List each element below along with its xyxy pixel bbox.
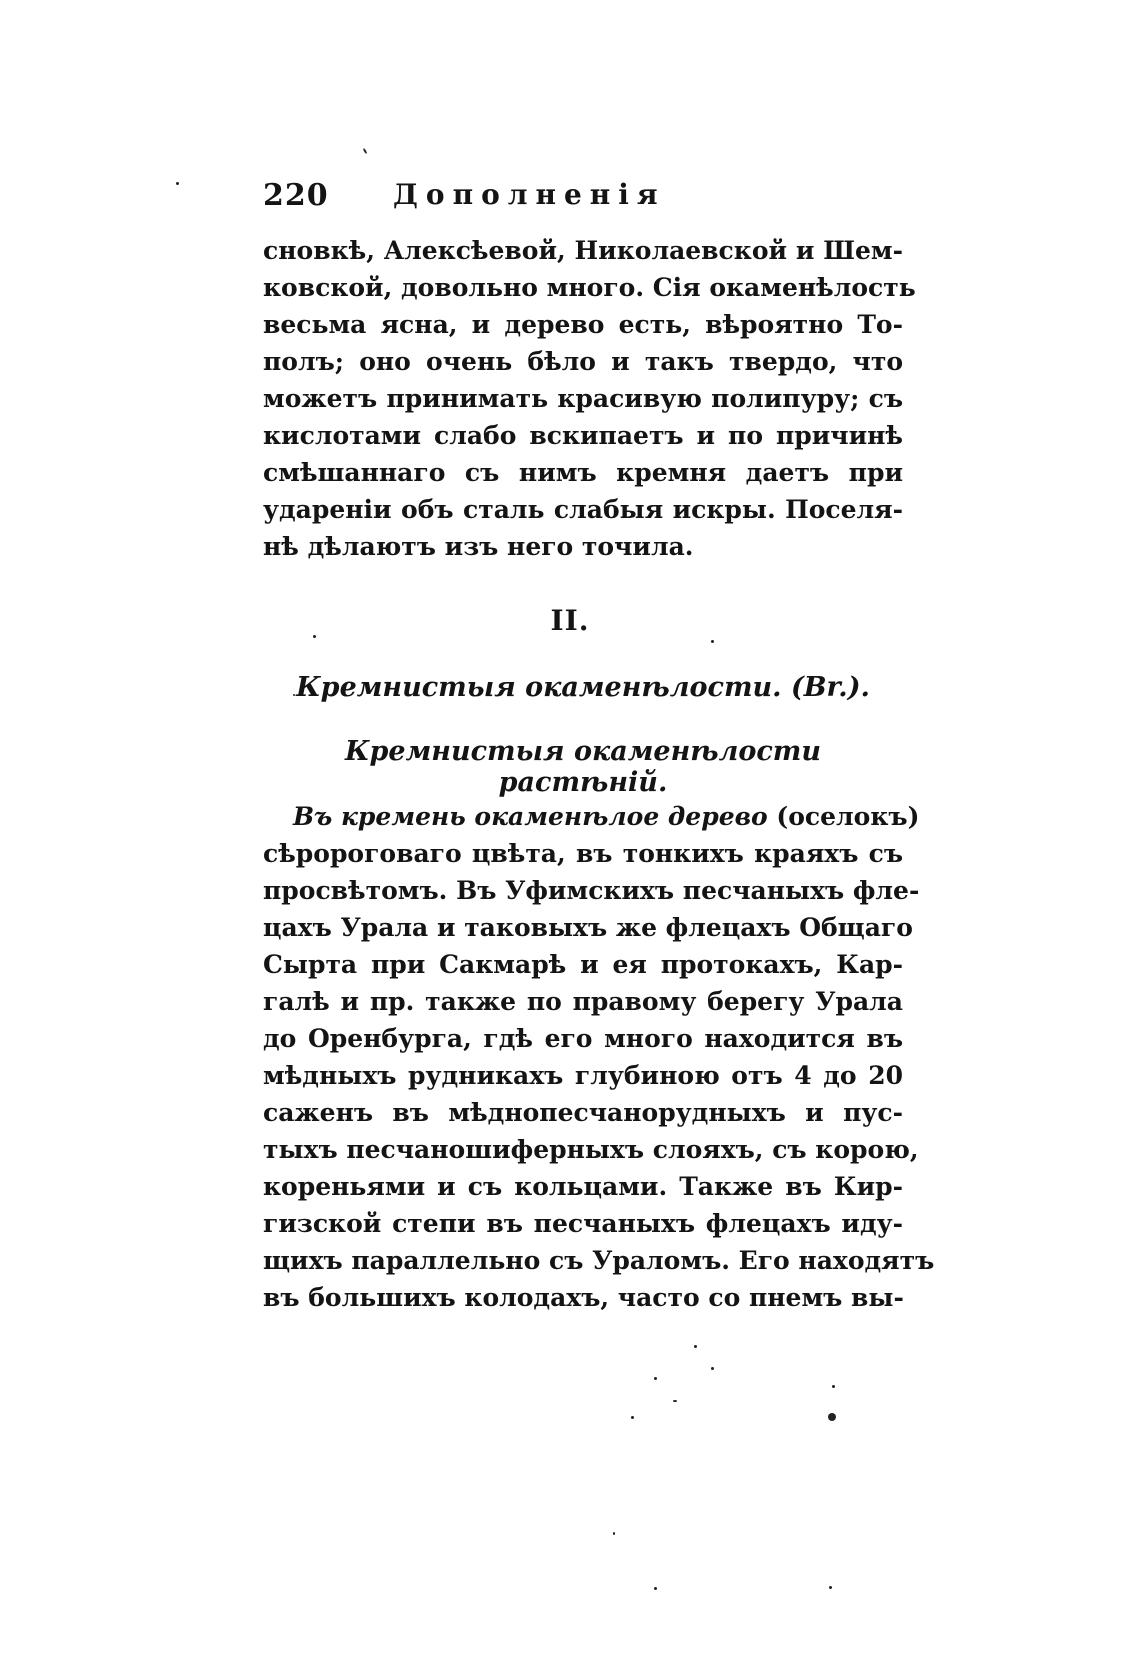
section-subtitle: Кремнистыя окаменѣлости растѣній. xyxy=(344,736,822,798)
text-line: гизской степи въ песчаныхъ флецахъ иду- xyxy=(263,1209,903,1238)
scan-speck xyxy=(694,1345,697,1348)
scan-speck xyxy=(613,1532,615,1535)
section-title: Кремнистыя окаменѣлости. (Br.). xyxy=(296,672,870,703)
paragraph-body xyxy=(263,798,935,1316)
text-line: кислотами слабо вскипаетъ и по причинѣ xyxy=(263,421,903,450)
italic-lead: Въ кремень окаменѣлое дерево xyxy=(293,802,768,831)
scan-speck xyxy=(654,1587,657,1590)
text-line: смѣшаннаго съ нимъ кремня даетъ при xyxy=(263,458,903,487)
text-line: сновкѣ, Алексѣевой, Николаевской и Шем- xyxy=(263,236,903,265)
scan-speck xyxy=(673,1400,677,1402)
text-line: просвѣтомъ. Въ Уфимскихъ песчаныхъ фле- xyxy=(263,876,920,905)
scan-speck xyxy=(829,1586,832,1589)
text-line: галѣ и пр. также по правому берегу Урала xyxy=(263,987,903,1016)
text-line: ковской, довольно много. Сія окаменѣлость xyxy=(263,273,916,302)
scan-speck xyxy=(711,1367,714,1370)
text-line: саженъ въ мѣднопесчанорудныхъ и пус- xyxy=(263,1098,903,1127)
scan-speck xyxy=(293,694,295,696)
text-line: щихъ параллельно съ Ураломъ. Его находятъ xyxy=(263,1246,935,1275)
scan-speck xyxy=(631,1416,634,1419)
scan-speck xyxy=(363,148,368,154)
section-number: II. xyxy=(550,604,590,637)
first-line-rest: (оселокъ) xyxy=(767,802,920,831)
text-line: кореньями и съ кольцами. Также въ Кир- xyxy=(263,1172,903,1201)
text-line: весьма ясна, и дерево есть, вѣроятно То- xyxy=(263,310,903,339)
text-line-first xyxy=(263,798,920,835)
text-line: удареніи объ сталь слабыя искры. Поселя- xyxy=(263,495,903,524)
text-line: нѣ дѣлаютъ изъ него точила. xyxy=(263,532,694,561)
text-line: сѣророговаго цвѣта, въ тонкихъ краяхъ съ xyxy=(263,839,903,868)
text-line: цахъ Урала и таковыхъ же флецахъ Общаго xyxy=(263,913,913,942)
text-line: въ большихъ колодахъ, часто со пнемъ вы- xyxy=(263,1283,904,1312)
scan-speck xyxy=(711,640,714,643)
text-line: мѣдныхъ рудникахъ глубиною отъ 4 до 20 xyxy=(263,1061,903,1090)
running-title: Дополненія xyxy=(393,178,666,211)
scan-speck xyxy=(654,1377,657,1380)
text-line: можетъ принимать красивую полипуру; съ xyxy=(263,384,903,413)
page-header xyxy=(263,178,903,228)
scan-speck xyxy=(832,1385,835,1388)
scan-speck xyxy=(313,635,316,638)
scan-speck xyxy=(828,1413,836,1421)
paragraph-continuation xyxy=(263,232,916,565)
page-number: 220 xyxy=(263,178,329,213)
text-line: полъ; оно очень бѣло и такъ твердо, что xyxy=(263,347,903,376)
text-line: тыхъ песчаношиферныхъ слояхъ, съ корою, xyxy=(263,1135,919,1164)
scan-speck xyxy=(176,182,179,185)
text-line: Сырта при Сакмарѣ и ея протокахъ, Кар- xyxy=(263,950,903,979)
text-line: до Оренбурга, гдѣ его много находится въ xyxy=(263,1024,903,1053)
